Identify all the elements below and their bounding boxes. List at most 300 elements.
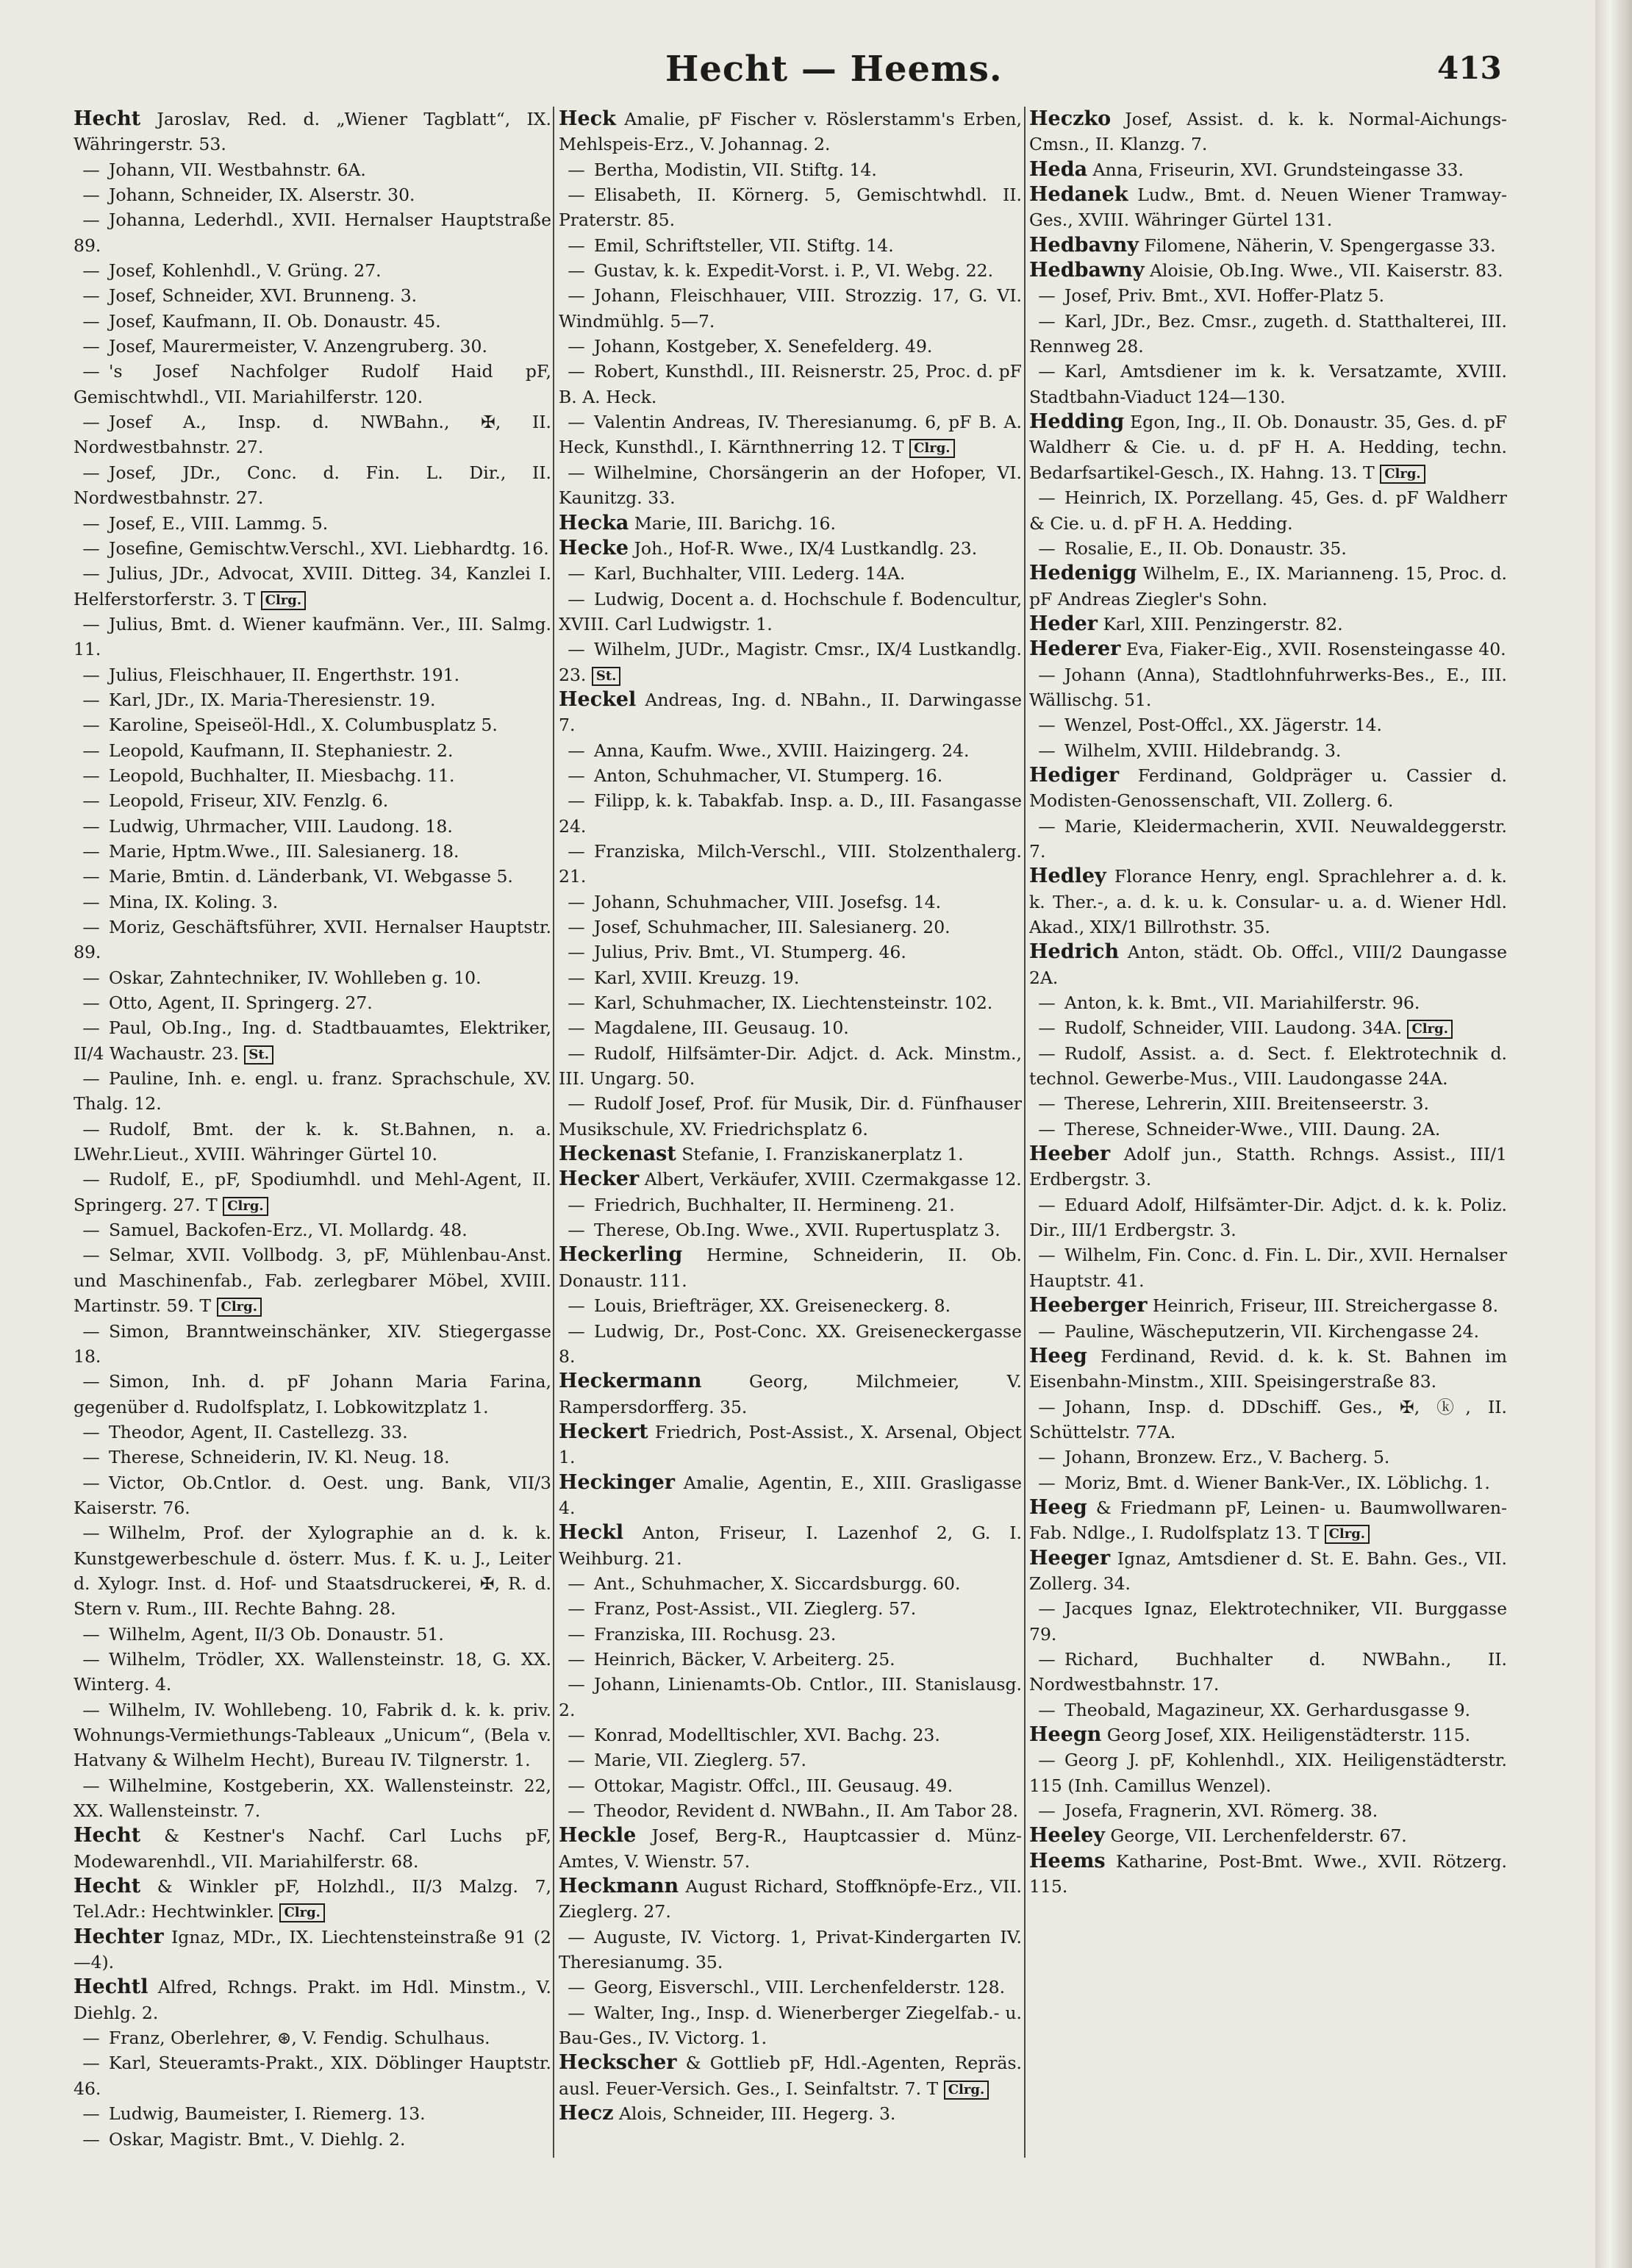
directory-entry	[559, 1925, 1022, 1975]
entry-surname: Heckl	[559, 1521, 624, 1545]
ditto-dash: —	[82, 185, 100, 206]
ditto-dash: —	[1038, 1699, 1056, 1720]
entry-text: 's Josef Nachfolger Rudolf Haid pF, Gemischtwhdl., VII. Mariahilferstr. 120.	[74, 361, 551, 407]
ditto-dash: —	[82, 2028, 100, 2049]
ditto-dash: —	[82, 563, 100, 584]
entry-surname: Heegn	[1029, 1723, 1102, 1746]
entry-text: Anna, Friseurin, XVI. Grundsteingasse 33.	[1087, 159, 1464, 180]
entry-text: Marie, Kleidermacherin, XVII. Neuwaldeggerstr. 7.	[1029, 815, 1507, 862]
entry-text: Marie, Bmtin. d. Länderbank, VI. Webgasse 5.	[109, 866, 513, 887]
entry-text: Rudolf, Assist. a. d. Sect. f. Elektrotechnik d. technol. Gewerbe-Mus., VIII. Laudongasse 24A.	[1029, 1042, 1507, 1090]
entry-text: Wenzel, Post-Offcl., XX. Jägerstr. 14.	[1064, 715, 1383, 736]
directory-entry	[74, 990, 551, 1015]
ditto-dash: —	[82, 310, 100, 332]
directory-entry	[74, 460, 551, 511]
ditto-dash: —	[82, 1220, 100, 1241]
clearing-badge: Clrg.	[223, 1197, 268, 1216]
entry-text: Richard, Buchhalter d. NWBahn., II. Nordwestbahnstr. 17.	[1029, 1648, 1507, 1695]
entry-text: Rosalie, E., II. Ob. Donaustr. 35.	[1064, 537, 1347, 559]
entry-text: Leopold, Kaufmann, II. Stephaniestr. 2.	[109, 740, 454, 761]
entry-text: Anton, k. k. Bmt., VII. Mariahilferstr. 96.	[1064, 992, 1420, 1014]
entry-text: Elisabeth, II. Körnerg. 5, Gemischtwhdl. II. Praterstr. 85.	[559, 185, 1022, 231]
entry-surname: Heckerling	[559, 1243, 683, 1267]
entry-text: Georg Josef, XIX. Heiligenstädterstr. 115.	[1101, 1725, 1471, 1745]
entry-text: Simon, Inh. d. pF Johann Maria Farina, gegenüber d. Rudolfsplatz, I. Lobkowitzplatz 1.	[74, 1371, 551, 1417]
directory-entry	[559, 2050, 1022, 2101]
ditto-dash: —	[568, 1194, 585, 1215]
directory-entry	[559, 1647, 1022, 1672]
directory-entry	[559, 1672, 1022, 1723]
ditto-dash: —	[82, 1648, 100, 1670]
column-2	[559, 107, 1022, 2239]
entry-text: Jacques Ignaz, Elektrotechniker, VII. Burggasse 79.	[1029, 1598, 1507, 1645]
entry-surname: Heems	[1029, 1849, 1106, 1872]
ditto-dash: —	[82, 1371, 100, 1392]
entry-text: Andreas, Ing. d. NBahn., II. Darwingasse 7.	[559, 689, 1022, 736]
entry-text: Georg J. pF, Kohlenhdl., XIX. Heiligenstädterstr. 115 (Inh. Camillus Wenzel).	[1029, 1750, 1507, 1796]
entry-text: Rudolf, Schneider, VIII. Laudong. 34A.	[1064, 1017, 1402, 1039]
entry-text: Heinrich, Bäcker, V. Arbeiterg. 25.	[594, 1648, 895, 1670]
directory-entry	[74, 814, 551, 839]
entry-surname: Heda	[1029, 157, 1088, 181]
entry-text: Therese, Lehrerin, XIII. Breitenseerstr. 3.	[1064, 1093, 1429, 1115]
ditto-dash: —	[82, 992, 100, 1014]
entry-text: Eduard Adolf, Hilfsämter-Dir. Adjct. d. k. k. Poliz. Dir., III/1 Erdbergstr. 3.	[1029, 1194, 1507, 1241]
ditto-dash: —	[568, 336, 585, 357]
directory-entry	[1029, 738, 1507, 763]
directory-entry	[559, 1041, 1022, 1092]
ditto-dash: —	[1038, 537, 1056, 559]
ditto-dash: —	[82, 412, 100, 433]
directory-entry	[1029, 233, 1507, 258]
ditto-dash: —	[1038, 361, 1056, 382]
directory-entry	[1029, 409, 1507, 485]
ditto-dash: —	[1038, 487, 1056, 509]
column-1	[74, 107, 551, 2239]
directory-entry	[74, 1874, 551, 1925]
directory-entry	[74, 788, 551, 813]
entry-text: Heinrich, IX. Porzellang. 45, Ges. d. pF Waldherr & Cie. u. d. pF H. A. Hedding.	[1029, 487, 1507, 534]
entry-text: Franziska, III. Rochusg. 23.	[594, 1623, 837, 1645]
entry-text: Karl, Steueramts-Prakt., XIX. Döblinger Hauptstr. 46.	[74, 2053, 551, 2099]
entry-text: Amalie, Agentin, E., XIII. Grasligasse 4.	[559, 1472, 1022, 1518]
entry-text: Friedrich, Buchhalter, II. Hermineng. 21.	[594, 1194, 955, 1215]
ditto-dash: —	[568, 1320, 585, 1342]
entry-surname: Heckmann	[559, 1875, 679, 1898]
directory-entry	[559, 1798, 1022, 1823]
entry-surname: Hecz	[559, 2102, 614, 2125]
entry-text: Josef, JDr., Conc. d. Fin. L. Dir., II. Nordwestbahnstr. 27.	[74, 462, 551, 509]
directory-entry	[1029, 1470, 1507, 1495]
ditto-dash: —	[568, 1725, 585, 1745]
directory-entry	[1029, 1849, 1507, 1900]
directory-entry	[1029, 1495, 1507, 1546]
entry-text: Emil, Schriftsteller, VII. Stiftg. 14.	[594, 235, 894, 256]
ditto-dash: —	[82, 1699, 100, 1720]
clearing-badge: Clrg.	[217, 1298, 262, 1317]
entry-text: Therese, Ob.Ing. Wwe., XVII. Rupertusplatz 3.	[594, 1220, 1001, 1241]
entry-surname: Hedanek	[1029, 183, 1128, 207]
ditto-dash: —	[1038, 664, 1056, 685]
entry-text: Joh., Hof-R. Wwe., IX/4 Lustkandlg. 23.	[629, 537, 978, 559]
ditto-dash: —	[82, 917, 100, 937]
ditto-dash: —	[568, 967, 585, 988]
directory-entry	[559, 1823, 1022, 1874]
ditto-dash: —	[568, 1220, 585, 1241]
entry-text: Ludwig, Dr., Post-Conc. XX. Greiseneckergasse 8.	[559, 1320, 1022, 1367]
entry-text: Wilhelm, XVIII. Hildebrandg. 3.	[1064, 740, 1342, 761]
directory-entry	[74, 1622, 551, 1647]
directory-entry	[1029, 1546, 1507, 1597]
entry-surname: Heeg	[1029, 1344, 1087, 1367]
directory-entry	[559, 233, 1022, 258]
ditto-dash: —	[568, 462, 585, 483]
entry-surname: Heczko	[1029, 107, 1112, 130]
entry-text: Katharine, Post-Bmt. Wwe., XVII. Rötzerg. 115.	[1029, 1850, 1507, 1897]
entry-text: Louis, Briefträger, XX. Greiseneckerg. 8.	[594, 1295, 951, 1317]
ditto-dash: —	[1038, 1648, 1056, 1670]
entry-text: Marie, VII. Zieglerg. 57.	[594, 1750, 806, 1771]
entry-surname: Hechter	[74, 1925, 164, 1948]
entry-text: Friedrich, Post-Assist., X. Arsenal, Object 1.	[559, 1421, 1022, 1468]
directory-entry	[74, 1975, 551, 2025]
entry-text: Johann, Insp. d. DDschiff. Ges., ✠, ⓚ, II. Schüttelstr. 77A.	[1029, 1396, 1507, 1442]
ditto-dash: —	[568, 1800, 585, 1822]
directory-entry	[74, 283, 551, 308]
directory-entry	[74, 915, 551, 965]
ditto-dash: —	[82, 2103, 100, 2125]
entry-text: Franz, Post-Assist., VII. Zieglerg. 57.	[594, 1598, 917, 1620]
entry-text: Julius, Fleischhauer, II. Engerthstr. 191.	[109, 664, 460, 685]
entry-text: Johann (Anna), Stadtlohnfuhrwerks-Bes., E., III. Wällischg. 51.	[1029, 664, 1507, 710]
directory-entry	[559, 1015, 1022, 1040]
entry-text: Josef, Kohlenhdl., V. Grüng. 27.	[109, 260, 382, 282]
entry-text: Johann, Linienamts-Ob. Cntlor., III. Stanislausg. 2.	[559, 1674, 1022, 1720]
entry-text: Amalie, pF Fischer v. Röslerstamm's Erben, Mehlspeis-Erz., V. Johannag. 2.	[559, 109, 1022, 155]
directory-entry	[559, 1167, 1022, 1192]
ditto-dash: —	[82, 260, 100, 282]
ditto-dash: —	[82, 1320, 100, 1342]
entry-text: Ludwig, Uhrmacher, VIII. Laudong. 18.	[109, 815, 453, 837]
entry-text: Therese, Schneiderin, IV. Kl. Neug. 18.	[109, 1447, 450, 1468]
entry-surname: Heeg	[1029, 1495, 1087, 1519]
entry-text: Josef, Priv. Bmt., XVI. Hoffer-Platz 5.	[1064, 285, 1385, 307]
entry-surname: Hecht	[74, 1875, 141, 1898]
entry-surname: Hedding	[1029, 410, 1125, 434]
ditto-dash: —	[1038, 1118, 1056, 1140]
directory-entry	[559, 182, 1022, 233]
directory-entry	[559, 940, 1022, 965]
entry-text: Wilhelmine, Kostgeberin, XX. Wallensteinstr. 22, XX. Wallensteinstr. 7.	[74, 1775, 551, 1822]
entry-text: Johanna, Lederhdl., XVII. Hernalser Hauptstraße 89.	[74, 210, 551, 256]
directory-entry	[1029, 712, 1507, 737]
directory-entry	[1029, 1445, 1507, 1470]
entry-text: Rudolf Josef, Prof. für Musik, Dir. d. Fünfhauser Musikschule, XV. Friedrichsplatz 6.	[559, 1093, 1022, 1140]
ditto-dash: —	[568, 917, 585, 937]
ditto-dash: —	[82, 1472, 100, 1493]
ditto-dash: —	[82, 1245, 100, 1266]
entry-text: Anton, Friseur, I. Lazenhof 2, G. I. Weihburg. 21.	[559, 1523, 1022, 1569]
ditto-dash: —	[82, 613, 100, 634]
ditto-dash: —	[82, 891, 100, 912]
directory-entry	[1029, 1344, 1507, 1395]
ditto-dash: —	[1038, 1320, 1056, 1342]
directory-entry	[74, 1066, 551, 1117]
directory-entry	[559, 1142, 1022, 1167]
entry-text: Ludwig, Baumeister, I. Riemerg. 13.	[109, 2103, 426, 2125]
directory-entry	[559, 1420, 1022, 1470]
directory-entry	[74, 712, 551, 737]
ditto-dash: —	[82, 2053, 100, 2074]
directory-entry	[559, 1319, 1022, 1370]
entry-text: & Gottlieb pF, Hdl.-Agenten, Repräs. ausl. Feuer-Versich. Ges., I. Seinfaltstr. 7. T	[559, 2053, 1022, 2099]
entry-text: Franziska, Milch-Verschl., VIII. Stolzenthalerg. 21.	[559, 840, 1022, 887]
entry-surname: Heeley	[1029, 1824, 1105, 1847]
ditto-dash: —	[1038, 1750, 1056, 1771]
entry-surname: Heckle	[559, 1824, 637, 1847]
ditto-dash: —	[568, 1598, 585, 1620]
directory-entry	[1029, 612, 1507, 637]
directory-entry	[74, 182, 551, 207]
ditto-dash: —	[82, 689, 100, 710]
directory-entry	[559, 1773, 1022, 1798]
directory-entry	[1029, 359, 1507, 409]
entry-text: Adolf jun., Statth. Rchngs. Assist., III/1 Erdbergstr. 3.	[1029, 1144, 1507, 1190]
directory-entry	[559, 511, 1022, 536]
entry-text: Josef, Berg-R., Hauptcassier d. Münz-Amtes, V. Wienstr. 57.	[559, 1825, 1022, 1872]
entry-surname: Heeber	[1029, 1142, 1111, 1166]
directory-entry	[74, 738, 551, 763]
directory-entry	[559, 1091, 1022, 1142]
entry-surname: Heckel	[559, 687, 637, 711]
directory-entry	[559, 334, 1022, 359]
ditto-dash: —	[82, 967, 100, 988]
directory-entry	[74, 334, 551, 359]
entry-text: Johann, Fleischhauer, VIII. Strozzig. 17, G. VI. Windmühlg. 5—7.	[559, 285, 1022, 332]
entry-text: Josef A., Insp. d. NWBahn., ✠, II. Nordwestbahnstr. 27.	[74, 412, 551, 458]
directory-entry	[559, 1747, 1022, 1772]
entry-surname: Heder	[1029, 612, 1098, 635]
entry-text: Josef, Kaufmann, II. Ob. Donaustr. 45.	[109, 310, 441, 332]
entry-text: Julius, Bmt. d. Wiener kaufmänn. Ver., III. Salmg. 11.	[74, 613, 551, 660]
column-rule	[553, 107, 554, 2158]
directory-entry	[74, 2127, 551, 2152]
clearing-badge: Clrg.	[261, 591, 307, 610]
entry-text: Rudolf, Hilfsämter-Dir. Adjct. d. Ack. Minstm., III. Ungarg. 50.	[559, 1042, 1022, 1090]
ditto-dash: —	[82, 1169, 100, 1190]
directory-entry	[559, 409, 1022, 460]
entry-text: Anna, Kaufm. Wwe., XVIII. Haizingerg. 24.	[594, 740, 970, 761]
directory-entry	[559, 587, 1022, 637]
directory-entry	[74, 612, 551, 662]
directory-entry	[559, 1369, 1022, 1420]
ditto-dash: —	[1038, 1194, 1056, 1215]
directory-entry	[1029, 990, 1507, 1015]
ditto-dash: —	[568, 159, 585, 180]
ditto-dash: —	[82, 336, 100, 357]
directory-entry	[1029, 1723, 1507, 1747]
entry-text: Ant., Schuhmacher, X. Siccardsburgg. 60.	[594, 1573, 961, 1594]
entry-surname: Hediger	[1029, 763, 1120, 787]
ditto-dash: —	[568, 790, 585, 812]
ditto-dash: —	[568, 1775, 585, 1796]
ditto-dash: —	[568, 588, 585, 609]
entry-text: Albert, Verkäufer, XVIII. Czermakgasse 12.	[639, 1169, 1022, 1190]
directory-entry	[74, 864, 551, 889]
directory-entry	[1029, 157, 1507, 182]
directory-entry	[559, 258, 1022, 283]
entry-surname: Hechtl	[74, 1975, 148, 1999]
directory-entry	[74, 662, 551, 687]
entry-surname: Hederer	[1029, 637, 1121, 661]
entry-text: Aloisie, Ob.Ing. Wwe., VII. Kaiserstr. 83.	[1144, 260, 1503, 282]
entry-surname: Hecke	[559, 536, 629, 559]
entry-text: & Kestner's Nachf. Carl Luchs pF, Modewarenhdl., VII. Mariahilferstr. 68.	[74, 1825, 551, 1872]
entry-text: Florance Henry, engl. Sprachlehrer a. d. k. k. Ther.-, a. d. k. u. k. Consular- u. a. d. Wiener Hdl. Akad., XIX/1 Billrothstr. 35.	[1029, 866, 1507, 937]
entry-surname: Hecht	[74, 1824, 141, 1847]
directory-entry	[1029, 1192, 1507, 1243]
directory-entry	[559, 1622, 1022, 1647]
directory-entry	[74, 2025, 551, 2050]
directory-entry	[559, 965, 1022, 990]
entry-text: Robert, Kunsthdl., III. Reisnerstr. 25, Proc. d. pF B. A. Heck.	[559, 361, 1022, 407]
ditto-dash: —	[82, 840, 100, 862]
clearing-badge: Clrg.	[909, 439, 955, 458]
directory-entry	[1029, 864, 1507, 940]
directory-entry	[559, 1571, 1022, 1596]
entry-text: Johann, Schuhmacher, VIII. Josefsg. 14.	[594, 891, 942, 912]
directory-entry	[559, 1975, 1022, 2000]
directory-entry	[1029, 485, 1507, 536]
ditto-dash: —	[568, 1017, 585, 1039]
directory-entry	[74, 1647, 551, 1698]
directory-entry	[559, 157, 1022, 182]
directory-entry	[559, 359, 1022, 409]
entry-text: Stefanie, I. Franziskanerplatz 1.	[676, 1144, 964, 1165]
directory-entry	[74, 2050, 551, 2101]
ditto-dash: —	[82, 866, 100, 887]
directory-entry	[559, 561, 1022, 586]
directory-entry	[559, 763, 1022, 788]
ditto-dash: —	[1038, 1447, 1056, 1468]
ditto-dash: —	[82, 1068, 100, 1090]
entry-text: Hermine, Schneiderin, II. Ob. Donaustr. 111.	[559, 1245, 1022, 1291]
directory-entry	[559, 107, 1022, 157]
entry-text: Simon, Branntweinschänker, XIV. Stiegergasse 18.	[74, 1320, 551, 1367]
directory-entry	[1029, 1698, 1507, 1723]
clearing-badge: Clrg.	[1380, 465, 1425, 484]
directory-entry	[559, 687, 1022, 738]
directory-entry	[1029, 763, 1507, 814]
directory-entry	[559, 1874, 1022, 1925]
entry-text: Pauline, Wäscheputzerin, VII. Kirchengasse 24.	[1064, 1320, 1480, 1342]
directory-entry	[74, 107, 551, 157]
directory-entry	[74, 359, 551, 409]
entry-text: Georg, Milchmeier, V. Rampersdorfferg. 35.	[559, 1371, 1022, 1417]
entry-text: Wilhelm, Prof. der Xylographie an d. k. k. Kunstgewerbeschule d. österr. Mus. f. K. u. J., Leiter d. Xylogr. Inst. d. Hof- und Staatsdruckerei, ✠, R. d. Stern v. Rum., III. Rechte Bahng. 28.	[74, 1523, 551, 1620]
ditto-dash: —	[82, 1118, 100, 1140]
directory-entry	[74, 511, 551, 536]
entry-text: Josef, E., VIII. Lammg. 5.	[109, 512, 329, 534]
page-number: 413	[1437, 50, 1502, 86]
directory-entry	[74, 965, 551, 990]
directory-entry	[74, 2101, 551, 2126]
entry-text: Ottokar, Magistr. Offcl., III. Geusaug. 49.	[594, 1775, 953, 1796]
entry-text: Wilhelm, Fin. Conc. d. Fin. L. Dir., XVII. Hernalser Hauptstr. 41.	[1029, 1245, 1507, 1291]
ditto-dash: —	[82, 512, 100, 534]
ditto-dash: —	[82, 537, 100, 559]
directory-entry	[1029, 1142, 1507, 1192]
entry-surname: Hecka	[559, 511, 629, 534]
entry-surname: Hedley	[1029, 865, 1106, 888]
directory-entry	[74, 1242, 551, 1318]
ditto-dash: —	[568, 740, 585, 761]
directory-entry	[74, 258, 551, 283]
entry-text: Alois, Schneider, III. Hegerg. 3.	[613, 2103, 896, 2125]
directory-entry	[559, 283, 1022, 334]
entry-surname: Heeberger	[1029, 1294, 1148, 1317]
ditto-dash: —	[1038, 1017, 1056, 1039]
entry-text: Gustav, k. k. Expedit-Vorst. i. P., VI. Webg. 22.	[594, 260, 994, 282]
ditto-dash: —	[568, 765, 585, 786]
entry-text: Julius, JDr., Advocat, XVIII. Ditteg. 34, Kanzlei I. Helferstorferstr. 3. T	[74, 563, 551, 609]
entry-surname: Heck	[559, 107, 616, 130]
directory-entry	[74, 536, 551, 561]
directory-entry	[1029, 1293, 1507, 1318]
entry-text: Filipp, k. k. Tabakfab. Insp. a. D., III. Fasangasse 24.	[559, 790, 1022, 837]
entry-surname: Heckert	[559, 1420, 648, 1443]
entry-text: Moriz, Bmt. d. Wiener Bank-Ver., IX. Löblichg. 1.	[1064, 1472, 1490, 1493]
directory-entry	[1029, 258, 1507, 283]
directory-entry	[559, 1192, 1022, 1217]
directory-entry	[1029, 1798, 1507, 1823]
entry-text: Leopold, Friseur, XIV. Fenzlg. 6.	[109, 790, 389, 812]
entry-text: Heinrich, Friseur, III. Streichergasse 8.	[1147, 1295, 1499, 1317]
directory-entry	[1029, 107, 1507, 157]
directory-entry	[74, 1823, 551, 1874]
ditto-dash: —	[82, 715, 100, 736]
directory-entry	[1029, 1596, 1507, 1647]
ditto-dash: —	[568, 285, 585, 307]
directory-entry	[1029, 283, 1507, 308]
ditto-dash: —	[82, 1421, 100, 1442]
ditto-dash: —	[568, 361, 585, 382]
directory-entry	[559, 1596, 1022, 1621]
directory-entry	[1029, 182, 1507, 233]
entry-text: Konrad, Modelltischler, XVI. Bachg. 23.	[594, 1725, 940, 1745]
ditto-dash: —	[82, 159, 100, 180]
directory-entry	[1029, 1117, 1507, 1142]
ditto-dash: —	[82, 740, 100, 761]
entry-text: Alfred, Rchngs. Prakt. im Hdl. Minstm., V. Diehlg. 2.	[74, 1977, 551, 2023]
entry-text: Ferdinand, Goldpräger u. Cassier d. Modisten-Genossenschaft, VII. Zollerg. 6.	[1029, 765, 1507, 812]
directory-entry	[1029, 1041, 1507, 1092]
entry-text: George, VII. Lerchenfelderstr. 67.	[1105, 1825, 1407, 1847]
entry-text: Marie, III. Barichg. 16.	[629, 512, 836, 534]
entry-text: Wilhelmine, Chorsängerin an der Hofoper, VI. Kaunitzg. 33.	[559, 462, 1022, 509]
ditto-dash: —	[568, 1042, 585, 1064]
entry-text: Selmar, XVII. Vollbodg. 3, pF, Mühlenbau-Anst. und Maschinenfab., Fab. zerlegbarer Möbel, XVIII. Martinstr. 59. T	[74, 1245, 551, 1317]
directory-entry	[559, 839, 1022, 890]
entry-text: Egon, Ing., II. Ob. Donaustr. 35, Ges. d. pF Waldherr & Cie. u. d. pF H. A. Hedding, techn. Bedarfsartikel-Gesch., IX. Hahng. 13. T	[1029, 412, 1507, 483]
entry-text: Ignaz, MDr., IX. Liechtensteinstraße 91 (2—4).	[74, 1926, 551, 1973]
directory-entry	[559, 460, 1022, 511]
entry-text: Theobald, Magazineur, XX. Gerhardusgasse 9.	[1064, 1699, 1471, 1720]
entry-text: Julius, Priv. Bmt., VI. Stumperg. 46.	[594, 942, 906, 963]
entry-text: Victor, Ob.Cntlor. d. Oest. ung. Bank, VII/3 Kaiserstr. 76.	[74, 1472, 551, 1518]
ditto-dash: —	[568, 412, 585, 433]
clearing-badge: St.	[244, 1045, 273, 1065]
